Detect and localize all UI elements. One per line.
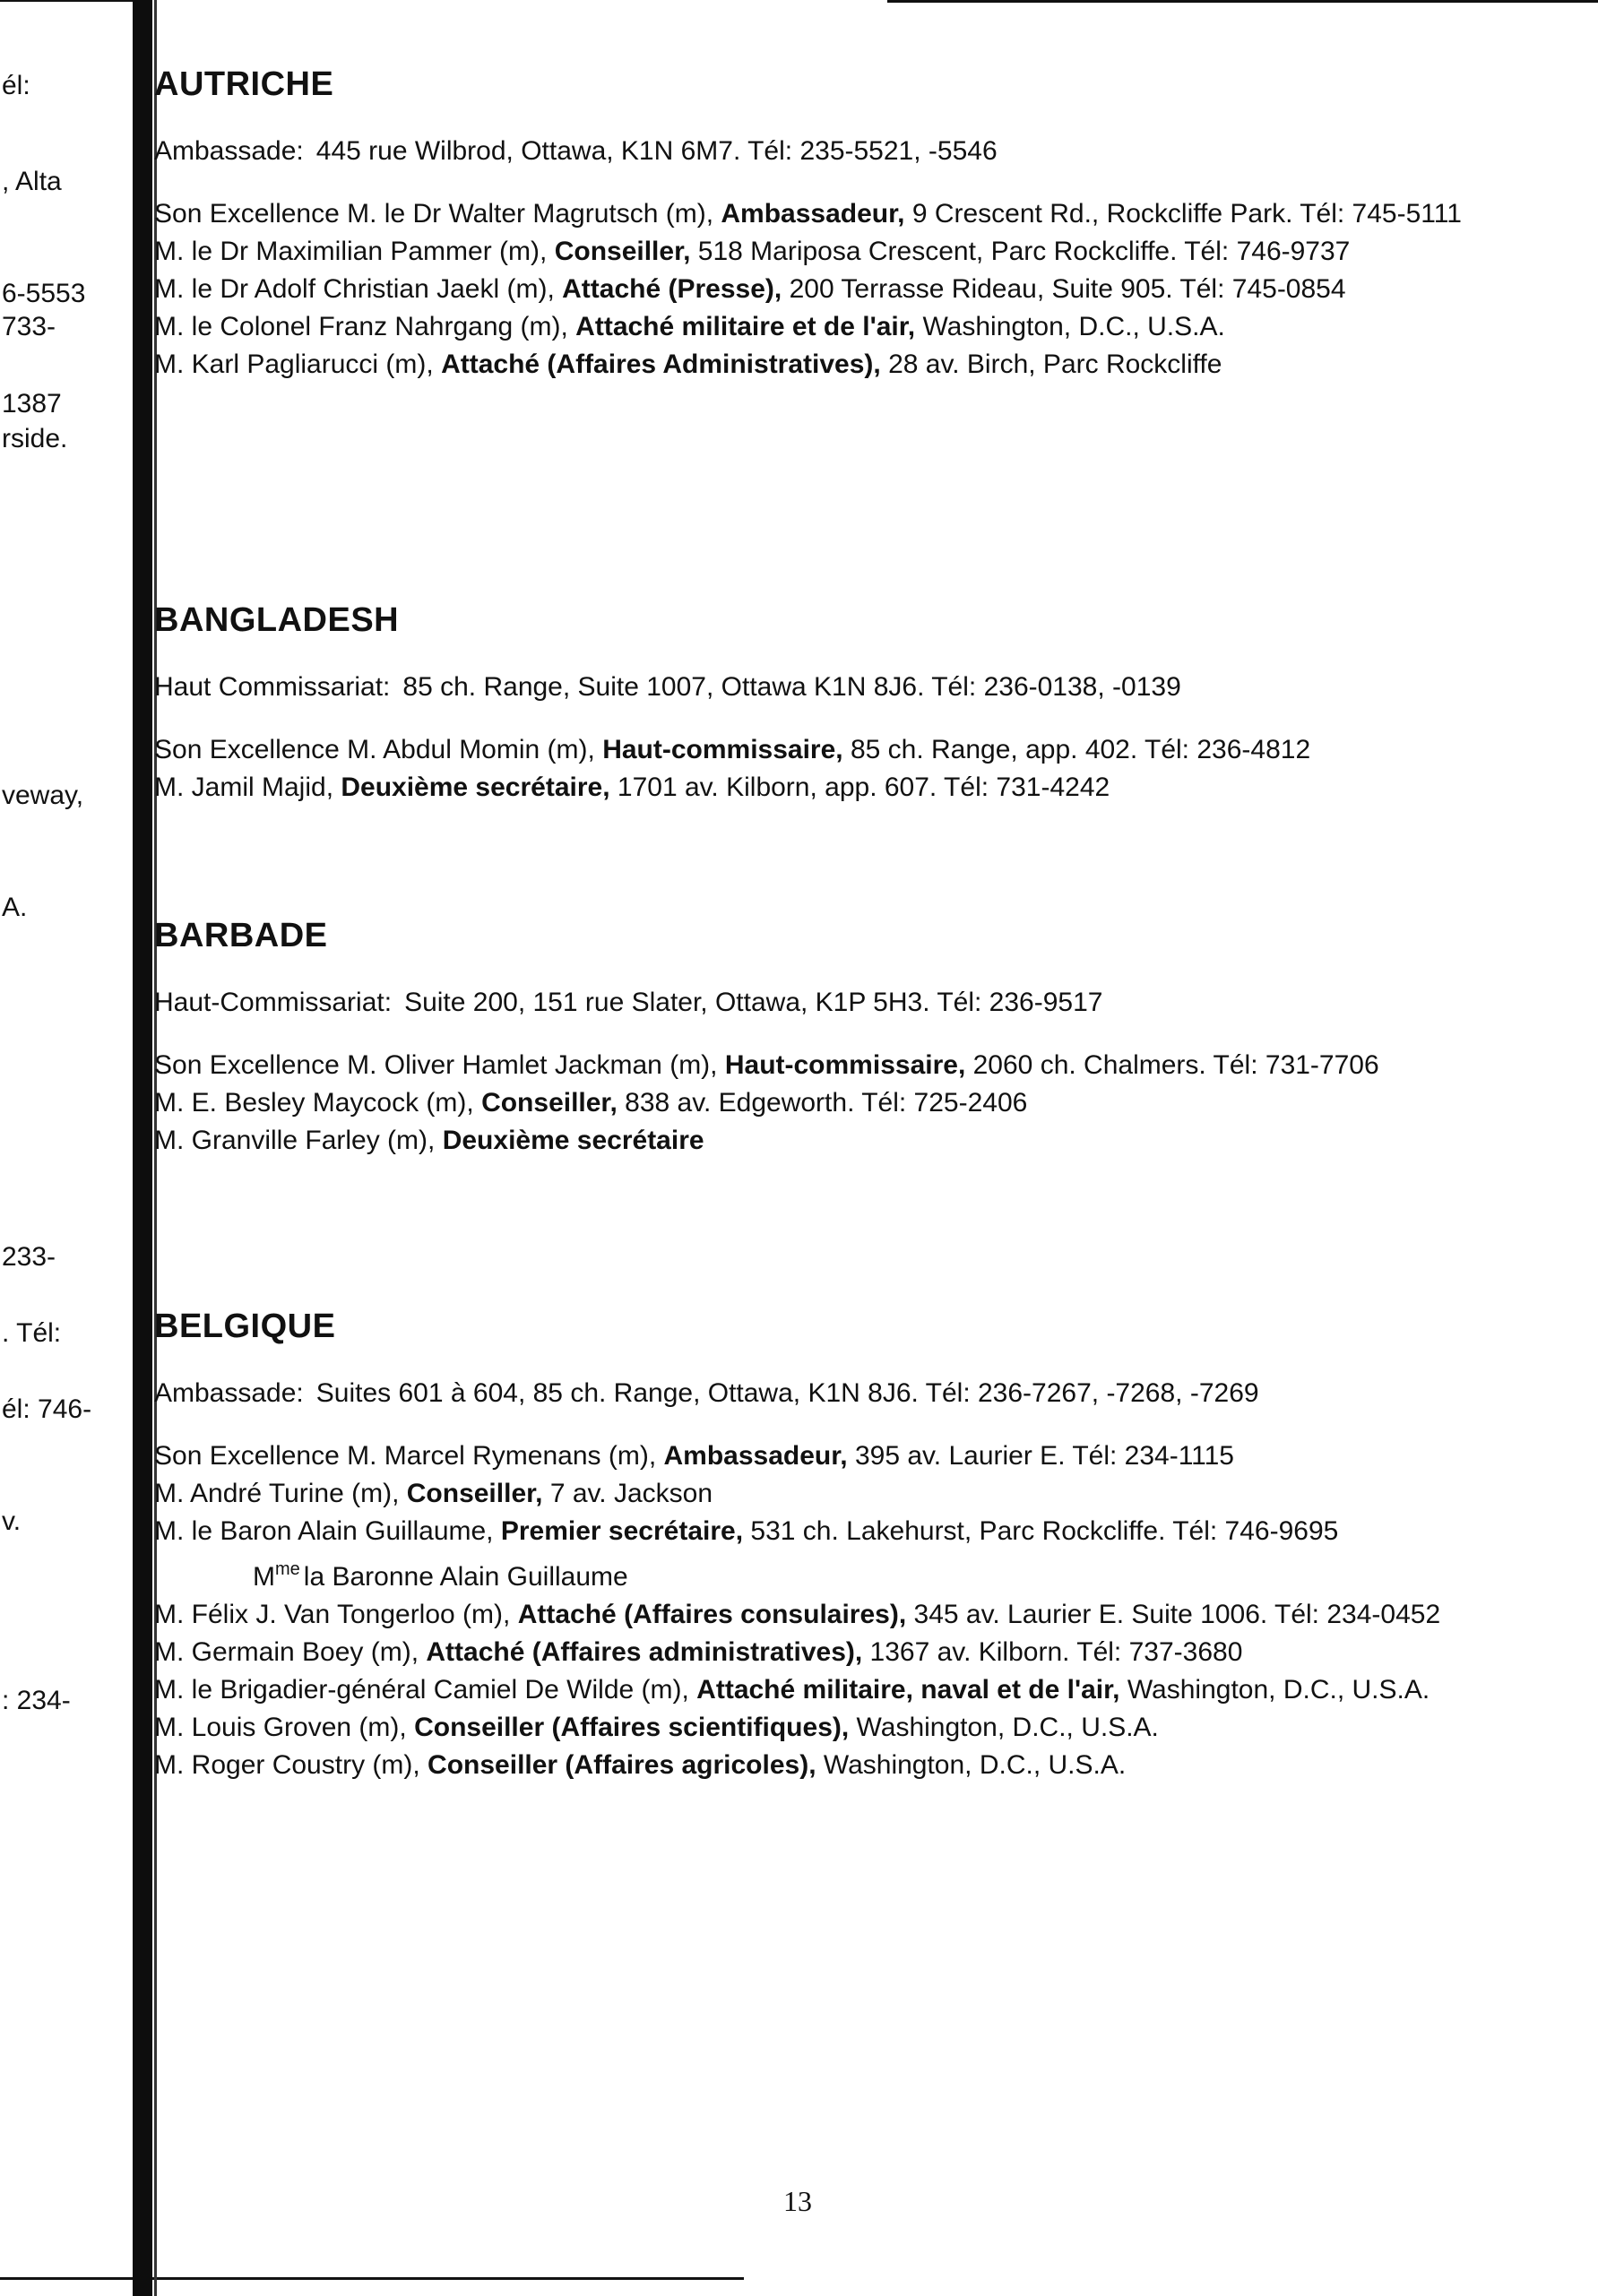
staff-role: Attaché (Presse), bbox=[562, 274, 782, 304]
staff-address: 345 av. Laurier E. Suite 1006. Tél: 234-0452 bbox=[906, 1600, 1441, 1629]
margin-fragment: él: bbox=[2, 71, 30, 100]
staff-entry bbox=[154, 346, 1579, 384]
margin-fragment: veway, bbox=[2, 781, 84, 810]
mission-address bbox=[154, 133, 1579, 170]
staff-spouse bbox=[253, 1550, 1579, 1596]
staff-address: 28 av. Birch, Parc Rockcliffe bbox=[880, 350, 1222, 379]
adjacent-page-fragment bbox=[0, 0, 133, 2276]
staff-role: Attaché militaire, naval et de l'air, bbox=[696, 1675, 1120, 1705]
staff-address: Washington, D.C., U.S.A. bbox=[1119, 1675, 1430, 1705]
mission-label: Ambassade: bbox=[154, 1378, 304, 1408]
staff-entry bbox=[154, 1747, 1579, 1784]
staff-role: Conseiller, bbox=[481, 1088, 618, 1118]
staff-role: Deuxième secrétaire, bbox=[341, 773, 610, 802]
staff-role: Attaché (Affaires consulaires), bbox=[517, 1600, 907, 1629]
staff-name: M. Roger Coustry (m), bbox=[154, 1750, 428, 1780]
mission-address bbox=[154, 984, 1579, 1022]
staff-entry bbox=[154, 271, 1579, 308]
staff-address: 2060 ch. Chalmers. Tél: 731-7706 bbox=[965, 1050, 1379, 1080]
staff-entry bbox=[154, 1437, 1579, 1475]
margin-fragment: . Tél: bbox=[2, 1318, 62, 1348]
margin-fragment: él: 746- bbox=[2, 1394, 92, 1424]
staff-entry bbox=[154, 1671, 1579, 1709]
staff-entry bbox=[154, 1047, 1579, 1084]
staff-entry bbox=[154, 1475, 1579, 1513]
mission-address bbox=[154, 669, 1579, 706]
staff-address: 1701 av. Kilborn, app. 607. Tél: 731-4242 bbox=[609, 773, 1110, 802]
staff-address: Washington, D.C., U.S.A. bbox=[816, 1750, 1127, 1780]
staff-name: M. le Baron Alain Guillaume, bbox=[154, 1516, 501, 1546]
margin-fragment: A. bbox=[2, 893, 28, 922]
spouse-name: la Baronne Alain Guillaume bbox=[303, 1562, 628, 1592]
staff-entry bbox=[154, 1084, 1579, 1122]
staff-name: M. Félix J. Van Tongerloo (m), bbox=[154, 1600, 518, 1629]
page-edge-top bbox=[0, 0, 133, 2]
top-rule bbox=[887, 0, 1598, 3]
margin-fragment: rside. bbox=[2, 424, 68, 453]
staff-role: Conseiller (Affaires scientifiques), bbox=[414, 1713, 850, 1742]
margin-fragment: : 234- bbox=[2, 1686, 71, 1715]
margin-fragment: 733- bbox=[2, 312, 56, 341]
staff-entry bbox=[154, 1596, 1579, 1634]
country-section bbox=[154, 600, 1579, 807]
staff-role: Attaché (Affaires administratives), bbox=[426, 1637, 863, 1667]
country-section bbox=[154, 916, 1579, 1160]
staff-list bbox=[154, 731, 1579, 807]
staff-role: Conseiller, bbox=[554, 237, 691, 266]
staff-list bbox=[154, 1437, 1579, 1784]
staff-address: 395 av. Laurier E. Tél: 234-1115 bbox=[847, 1441, 1234, 1471]
margin-fragment: v. bbox=[2, 1506, 22, 1536]
mission-label: Ambassade: bbox=[154, 136, 304, 166]
staff-name: Son Excellence M. Oliver Hamlet Jackman (m), bbox=[154, 1050, 725, 1080]
staff-role: Ambassadeur, bbox=[721, 199, 905, 229]
mission-label: Haut Commissariat: bbox=[154, 672, 391, 702]
staff-name: M. Granville Farley (m), bbox=[154, 1126, 443, 1155]
staff-name: M. Jamil Majid, bbox=[154, 773, 341, 802]
staff-entry bbox=[154, 1634, 1579, 1671]
country-section bbox=[154, 65, 1579, 384]
staff-name: M. E. Besley Maycock (m), bbox=[154, 1088, 482, 1118]
staff-entry bbox=[154, 308, 1579, 346]
mission-details: 85 ch. Range, Suite 1007, Ottawa K1N 8J6. Tél: 236-0138, -0139 bbox=[402, 672, 1181, 702]
margin-fragment: 233- bbox=[2, 1242, 56, 1272]
staff-role: Haut-commissaire, bbox=[724, 1050, 966, 1080]
staff-address: 7 av. Jackson bbox=[542, 1479, 713, 1508]
staff-role: Ambassadeur, bbox=[663, 1441, 848, 1471]
staff-name: M. le Brigadier-général Camiel De Wilde (m), bbox=[154, 1675, 697, 1705]
staff-name: M. Karl Pagliarucci (m), bbox=[154, 350, 442, 379]
staff-entry bbox=[154, 1709, 1579, 1747]
staff-role: Attaché (Affaires Administratives), bbox=[441, 350, 881, 379]
mission-details: 445 rue Wilbrod, Ottawa, K1N 6M7. Tél: 235-5521, -5546 bbox=[315, 136, 998, 166]
staff-list bbox=[154, 1047, 1579, 1160]
staff-name: M. le Dr Maximilian Pammer (m), bbox=[154, 237, 555, 266]
country-heading: BANGLADESH bbox=[154, 601, 400, 639]
staff-entry bbox=[154, 731, 1579, 769]
staff-role: Attaché militaire et de l'air, bbox=[575, 312, 916, 341]
staff-address: 1367 av. Kilborn. Tél: 737-3680 bbox=[862, 1637, 1243, 1667]
staff-name: M. le Colonel Franz Nahrgang (m), bbox=[154, 312, 576, 341]
title-prefix: M bbox=[253, 1562, 275, 1592]
staff-address: 200 Terrasse Rideau, Suite 905. Tél: 745-0854 bbox=[782, 274, 1346, 304]
country-section bbox=[154, 1307, 1579, 1784]
country-heading: BELGIQUE bbox=[154, 1308, 336, 1345]
staff-name: M. le Dr Adolf Christian Jaekl (m), bbox=[154, 274, 563, 304]
staff-address: Washington, D.C., U.S.A. bbox=[849, 1713, 1159, 1742]
staff-entry bbox=[154, 1122, 1579, 1160]
title-superscript: me bbox=[275, 1559, 300, 1579]
mission-address bbox=[154, 1375, 1579, 1412]
mission-details: Suite 200, 151 rue Slater, Ottawa, K1P 5H3. Tél: 236-9517 bbox=[404, 988, 1103, 1017]
margin-fragment: 1387 bbox=[2, 389, 62, 419]
margin-fragment: , Alta bbox=[2, 167, 62, 196]
staff-entry bbox=[154, 195, 1579, 233]
mission-details: Suites 601 à 604, 85 ch. Range, Ottawa, K1N 8J6. Tél: 236-7267, -7268, -7269 bbox=[315, 1378, 1259, 1408]
staff-name: M. André Turine (m), bbox=[154, 1479, 407, 1508]
staff-role: Premier secrétaire, bbox=[500, 1516, 744, 1546]
staff-role: Haut-commissaire, bbox=[602, 735, 843, 764]
staff-address: 85 ch. Range, app. 402. Tél: 236-4812 bbox=[842, 735, 1311, 764]
staff-entry bbox=[154, 233, 1579, 271]
staff-role: Conseiller, bbox=[406, 1479, 543, 1508]
staff-address: 9 Crescent Rd., Rockcliffe Park. Tél: 745-5111 bbox=[904, 199, 1462, 229]
staff-entry bbox=[154, 769, 1579, 807]
staff-name: Son Excellence M. le Dr Walter Magrutsch (m), bbox=[154, 199, 721, 229]
mission-label: Haut-Commissariat: bbox=[154, 988, 393, 1017]
staff-name: Son Excellence M. Marcel Rymenans (m), bbox=[154, 1441, 664, 1471]
staff-entry bbox=[154, 1513, 1579, 1550]
binding-shadow bbox=[133, 0, 152, 2296]
staff-address: 518 Mariposa Crescent, Parc Rockcliffe. Tél: 746-9737 bbox=[690, 237, 1351, 266]
page-number: 13 bbox=[783, 2185, 812, 2217]
staff-role: Conseiller (Affaires agricoles), bbox=[428, 1750, 816, 1780]
country-heading: BARBADE bbox=[154, 917, 328, 954]
staff-address: 531 ch. Lakehurst, Parc Rockcliffe. Tél: 746-9695 bbox=[743, 1516, 1339, 1546]
staff-name: M. Louis Groven (m), bbox=[154, 1713, 415, 1742]
staff-address: 838 av. Edgeworth. Tél: 725-2406 bbox=[617, 1088, 1028, 1118]
staff-name: Son Excellence M. Abdul Momin (m), bbox=[154, 735, 603, 764]
staff-name: M. Germain Boey (m), bbox=[154, 1637, 427, 1667]
country-heading: AUTRICHE bbox=[154, 65, 334, 103]
page-edge-bottom bbox=[0, 2277, 744, 2280]
staff-list bbox=[154, 195, 1579, 384]
staff-role: Deuxième secrétaire bbox=[442, 1126, 704, 1155]
staff-address: Washington, D.C., U.S.A. bbox=[915, 312, 1225, 341]
margin-fragment: 6-5553 bbox=[2, 279, 86, 308]
